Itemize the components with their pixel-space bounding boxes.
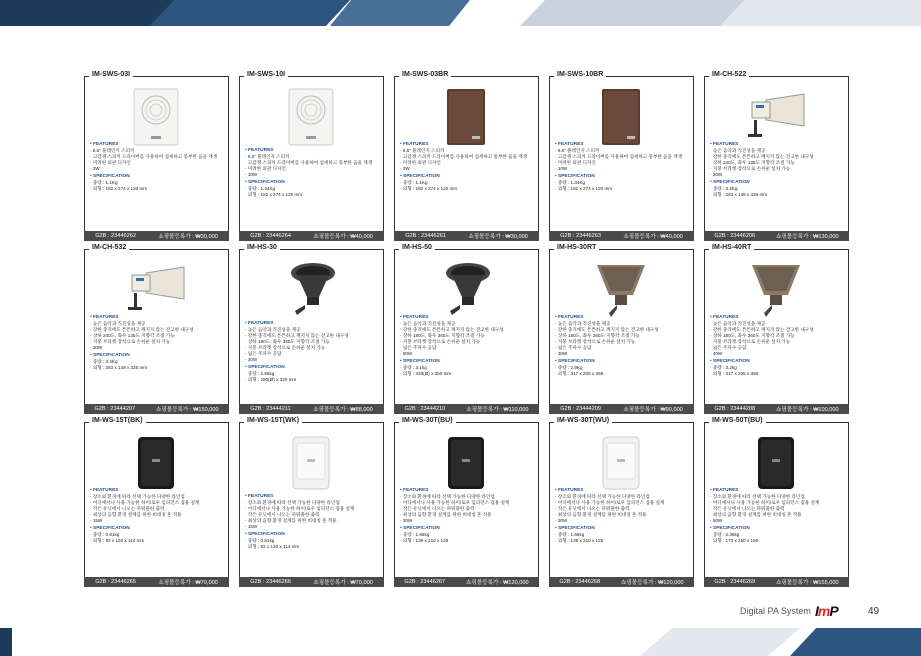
spec-item: · 외형 : 182 x 274 x 120 mm	[400, 186, 527, 192]
feature-item: · 고감쟁 스피커 드라이버를 사용하여 섬세하고 풍부한 음을 재생	[245, 160, 372, 166]
feature-item: · 넓은 주파수 응답	[555, 345, 659, 351]
features-section	[555, 488, 664, 544]
feature-item: · 상하 180도, 좌우 360도 지향각 조절 가능	[555, 333, 659, 339]
feature-item: · 30W	[555, 351, 659, 357]
feature-item: · 50W	[400, 351, 504, 357]
horn-speaker-dark-icon	[435, 261, 497, 319]
price: 쇼핑몰등록가 : ₩120,000	[620, 580, 684, 586]
feature-item: · 3W	[400, 166, 527, 172]
feature-item: · 작은 유닛에서 나오는 파워풀한 출력	[245, 512, 354, 518]
spec-heading: • SPECIFICATION	[400, 174, 527, 180]
spec-item: · 외형 : 317 x 205 x 365	[710, 371, 814, 377]
features-section	[90, 488, 199, 544]
product-name: IM-HS-30	[244, 244, 280, 251]
product-grid	[84, 71, 846, 596]
price-bar	[549, 577, 694, 587]
feature-item: · 지붕 브라켓 장착으로 손쉬운 설치 가능	[90, 339, 194, 345]
feature-item: · 작은 유닛에서 나오는 파워풀한 출력	[710, 506, 819, 512]
product-card	[394, 417, 539, 587]
spec-item: · 중량 : 2.85kg	[245, 371, 349, 377]
price-bar	[239, 404, 384, 414]
g2b-code: G2B : 23446262	[95, 233, 136, 239]
feature-item: · 지붕 브라켓 장착으로 손쉬운 설치 가능	[400, 339, 504, 345]
product-name: IM-WS-15T(WK)	[244, 417, 302, 424]
feature-item: · 높은 음악과 직진성을 제공	[710, 321, 814, 327]
wall-speaker-brown-icon	[590, 88, 652, 146]
g2b-code: G2B : 23446268	[559, 579, 601, 585]
feature-item: · 어디에서나 사용 가능한 하이/로우 임피던스 겸용 설계	[555, 500, 664, 506]
wall-speaker-brown-icon	[435, 88, 497, 146]
features-section	[400, 315, 504, 377]
spec-item: · 외형 : 263 x 149 x 326 mm	[90, 365, 194, 371]
g2b-code: G2B : 23446206	[714, 233, 756, 239]
feature-item: · 높은 음악과 직진성을 제공	[555, 321, 659, 327]
product-name: IM-CH-522	[709, 71, 749, 78]
feature-item: · 30W	[90, 345, 194, 351]
features-heading: • FEATURES	[400, 315, 504, 321]
spec-heading: • SPECIFICATION	[710, 526, 819, 532]
price: 쇼핑몰등록가 : ₩120,000	[465, 580, 529, 586]
product-card	[239, 244, 384, 414]
feature-item: · 6.5" 풀레인지 스피커	[245, 154, 372, 160]
price-bar	[549, 404, 694, 414]
spec-item: · 중량 : 3.2Kg	[710, 186, 814, 192]
product-name: IM-SWS-10I	[244, 71, 288, 78]
product-name: IM-SWS-10BR	[554, 71, 606, 78]
spec-item: · 중량 : 1.1Kg	[90, 180, 217, 186]
box-speaker-white-icon	[280, 434, 342, 492]
spec-heading: • SPECIFICATION	[400, 359, 504, 365]
g2b-code: G2B : 23446261	[405, 233, 446, 239]
feature-item: · 지붕 브라켓 장착으로 손쉬운 설치 가능	[710, 339, 814, 345]
feature-item: · 15W	[245, 524, 354, 530]
features-heading: • FEATURES	[245, 494, 354, 500]
features-heading: • FEATURES	[400, 142, 527, 148]
feature-item: · 고감쟁 스피커 드라이버를 사용하여 섬세하고 풍부한 음을 재생	[400, 154, 527, 160]
spec-heading: • SPECIFICATION	[90, 174, 217, 180]
spec-item: · 외형 : 139 x 210 x 129	[555, 538, 664, 544]
price-bar	[704, 231, 849, 241]
feature-item: · 고감쟁 스피커 드라이버를 사용하여 섬세하고 풍부한 음을 재생	[90, 154, 217, 160]
price: 쇼핑몰등록가 : ₩100,000	[775, 407, 839, 413]
feature-item: · 상하 240도, 좌우 135도 지향각 조절 가능	[710, 160, 814, 166]
product-card	[704, 417, 849, 587]
spec-item: · 외형 : 139 x 210 x 129	[400, 538, 509, 544]
spec-item: · 중량 : 1.34Kg	[245, 186, 372, 192]
feature-item: · 강한 충격에도 튼튼하고 깨지지 않는 견고한 내구성	[90, 327, 194, 333]
price-bar	[394, 404, 539, 414]
feature-item: · 높은 음악과 직진성을 제공	[245, 327, 349, 333]
feature-item: · 미려한 외관 디자인	[400, 160, 527, 166]
features-section	[90, 142, 217, 192]
feature-item: · 높은 음악과 직진성을 제공	[400, 321, 504, 327]
ceiling-speaker-white-icon	[125, 88, 187, 146]
price: 쇼핑몰등록가 : ₩110,000	[466, 407, 529, 413]
box-speaker-black-icon	[125, 434, 187, 492]
feature-item: · 지붕 브라켓 장착으로 손쉬운 설치 가능	[710, 166, 814, 172]
feature-item: · 40W	[710, 351, 814, 357]
spec-item: · 중량 : 1.68kg	[400, 532, 509, 538]
feature-item: · 상하 180도, 좌우 360도 지향각 조절 가능	[245, 339, 349, 345]
price: 쇼핑몰등록가 : ₩40,000	[313, 234, 373, 240]
price: 쇼핑몰등록가 : ₩88,000	[313, 407, 373, 413]
feature-item: · 장소와 환경에 따라 선택 가능한 다양한 라인업	[400, 494, 509, 500]
g2b-code: G2B : 23446269	[714, 579, 756, 585]
top-decor-bar	[0, 0, 921, 26]
spec-item: · 외형 : 317 x 205 x 365	[555, 371, 659, 377]
spec-item: · 중량 : 3.1kg	[400, 365, 504, 371]
product-name: IM-WS-30T(BU)	[399, 417, 456, 424]
product-card	[84, 417, 229, 587]
spec-item: · 외형 : 320(Ø) x 350 mm	[400, 371, 504, 377]
features-section	[710, 488, 819, 544]
price: 쇼핑몰등록가 : ₩30,000	[468, 234, 528, 240]
product-card	[239, 417, 384, 587]
feature-item: · 높은 음악과 직진성을 제공	[710, 148, 814, 154]
product-name: IM-CH-532	[89, 244, 129, 251]
product-name: IM-WS-15T(BK)	[89, 417, 146, 424]
price-bar	[84, 231, 229, 241]
product-card	[84, 244, 229, 414]
bottom-decor-bar	[0, 628, 921, 656]
price-bar	[549, 231, 694, 241]
feature-item: · 6.5" 풀레인지 스피커	[400, 148, 527, 154]
price: 쇼핑몰등록가 : ₩40,000	[623, 234, 683, 240]
price-bar	[84, 404, 229, 414]
spec-heading: • SPECIFICATION	[400, 526, 509, 532]
feature-item: · 10W	[245, 172, 372, 178]
price-bar	[239, 577, 384, 587]
product-card	[239, 71, 384, 241]
spec-item: · 중량 : 2.9Kg	[555, 365, 659, 371]
spec-item: · 중량 : 1.68kg	[555, 532, 664, 538]
feature-item: · 15W	[90, 518, 199, 524]
spec-heading: • SPECIFICATION	[555, 174, 682, 180]
price-bar	[704, 404, 849, 414]
feature-item: · 작은 유닛에서 나오는 파워풀한 출력	[555, 506, 664, 512]
feature-item: · 장소와 환경에 따라 선택 가능한 다양한 라인업	[555, 494, 664, 500]
product-card	[549, 244, 694, 414]
box-speaker-white-icon	[590, 434, 652, 492]
feature-item: · 작은 유닛에서 나오는 파워풀한 출력	[90, 506, 199, 512]
spec-item: · 외형 : 182 x 274 x 120 mm	[555, 186, 682, 192]
product-card	[549, 71, 694, 241]
product-card	[704, 244, 849, 414]
features-heading: • FEATURES	[245, 148, 372, 154]
spec-item: · 외형 : 263 x 149 x 326 mm	[710, 192, 814, 198]
g2b-code: G2B : 23444208	[714, 406, 756, 412]
feature-item: · 최상의 음향 환경 설계를 위한 비대칭 혼 적용	[710, 512, 819, 518]
feature-item: · 어디에서나 사용 가능한 하이/로우 임피던스 겸용 설계	[400, 500, 509, 506]
spec-item: · 외형 : 92 x 120 x 114 mm	[245, 544, 354, 550]
feature-item: · 최상의 음향 환경 설계를 위한 비대칭 혼 적용	[555, 512, 664, 518]
spec-item: · 외형 : 280(Ø) x 320 mm	[245, 377, 349, 383]
product-card	[84, 71, 229, 241]
features-heading: • FEATURES	[90, 315, 194, 321]
g2b-code: G2B : 23446265	[95, 579, 136, 585]
product-card	[394, 71, 539, 241]
features-heading: • FEATURES	[710, 315, 814, 321]
features-heading: • FEATURES	[90, 142, 217, 148]
product-name: IM-HS-40RT	[709, 244, 754, 251]
product-name: IM-WS-30T(WU)	[554, 417, 612, 424]
feature-item: · 장소와 환경에 따라 선택 가능한 다양한 라인업	[90, 494, 199, 500]
product-name: IM-SWS-03I	[89, 71, 133, 78]
product-name: IM-SWS-03BR	[399, 71, 451, 78]
feature-item: · 3W	[90, 166, 217, 172]
g2b-code: G2B : 23446264	[250, 233, 291, 239]
page-number: 49	[868, 606, 880, 617]
spec-item: · 외형 : 173 x 250 x 150	[710, 538, 819, 544]
features-section	[555, 315, 659, 377]
feature-item: · 미려한 외관 디자인	[555, 160, 682, 166]
horn-rect-speaker-icon	[745, 88, 807, 146]
price-bar	[84, 577, 229, 587]
price-bar	[704, 577, 849, 587]
feature-item: · 30W	[555, 518, 664, 524]
feature-item: · 상하 180도, 좌우 360도 지향각 조절 가능	[710, 333, 814, 339]
feature-item: · 미려한 외관 디자인	[90, 160, 217, 166]
price: 쇼핑몰등록가 : ₩90,000	[623, 407, 683, 413]
feature-item: · 장소와 환경에 따라 선택 가능한 다양한 라인업	[245, 500, 354, 506]
feature-item: · 상하 240도, 좌우 135도 지향각 조절 가능	[90, 333, 194, 339]
feature-item: · 지붕 브라켓 장착으로 손쉬운 설치 가능	[245, 345, 349, 351]
price: 쇼핑몰등록가 : ₩70,000	[158, 580, 218, 586]
feature-item: · 지붕 브라켓 장착으로 손쉬운 설치 가능	[555, 339, 659, 345]
features-heading: • FEATURES	[400, 488, 509, 494]
spec-heading: • SPECIFICATION	[555, 359, 659, 365]
spec-heading: • SPECIFICATION	[90, 526, 199, 532]
features-section	[400, 488, 509, 544]
g2b-code: G2B : 23446263	[560, 233, 601, 239]
horn-rect-speaker-icon	[125, 261, 187, 319]
g2b-code: G2B : 23446267	[404, 579, 446, 585]
features-heading: • FEATURES	[555, 142, 682, 148]
price-bar	[394, 231, 539, 241]
g2b-code: G2B : 23444209	[560, 406, 601, 412]
feature-item: · 30W	[400, 518, 509, 524]
price: 쇼핑몰등록가 : ₩150,000	[155, 407, 219, 413]
feature-item: · 50W	[710, 518, 819, 524]
spec-item: · 외형 : 92 x 120 x 114 mm	[90, 538, 199, 544]
product-card	[549, 417, 694, 587]
spec-heading: • SPECIFICATION	[710, 359, 814, 365]
spec-heading: • SPECIFICATION	[245, 532, 354, 538]
feature-item: · 강한 충격에도 튼튼하고 깨지지 않는 견고한 내구성	[710, 154, 814, 160]
features-section	[555, 142, 682, 192]
footer-brand: Digital PA System	[740, 606, 811, 616]
feature-item: · 강한 충격에도 튼튼하고 깨지지 않는 견고한 내구성	[400, 327, 504, 333]
price: 쇼핑몰등록가 : ₩30,000	[158, 234, 218, 240]
spec-item: · 중량 : 3.2kg	[710, 365, 814, 371]
feature-item: · 작은 유닛에서 나오는 파워풀한 출력	[400, 506, 509, 512]
product-card	[704, 71, 849, 241]
spec-item: · 중량 : 0.81kg	[245, 538, 354, 544]
spec-item: · 외형 : 182 x 274 x 120 mm	[245, 192, 372, 198]
g2b-code: G2B : 23446266	[250, 579, 291, 585]
feature-item: · 넓은 주파수 응답	[245, 351, 349, 357]
product-name: IM-HS-30RT	[554, 244, 599, 251]
spec-item: · 중량 : 2.36kg	[710, 532, 819, 538]
product-name: IM-WS-50T(BU)	[709, 417, 766, 424]
feature-item: · 강한 충격에도 튼튼하고 깨지지 않는 견고한 내구성	[245, 333, 349, 339]
spec-heading: • SPECIFICATION	[245, 365, 349, 371]
feature-item: · 높은 음악과 직진성을 제공	[90, 321, 194, 327]
features-section	[245, 148, 372, 198]
price: 쇼핑몰등록가 : ₩70,000	[313, 580, 373, 586]
features-section	[245, 321, 349, 383]
horn-speaker-dark-icon	[280, 261, 342, 319]
g2b-code: G2B : 23444211	[250, 406, 291, 412]
horn-rect-brown-icon	[590, 261, 652, 319]
features-heading: • FEATURES	[555, 315, 659, 321]
features-heading: • FEATURES	[710, 142, 814, 148]
feature-item: · 최상의 음향 환경 설계를 위한 비대칭 혼 적용	[90, 512, 199, 518]
spec-item: · 중량 : 1.1Kg	[400, 180, 527, 186]
feature-item: · 넓은 주파수 응답	[400, 345, 504, 351]
price: 쇼핑몰등록가 : ₩155,000	[775, 580, 839, 586]
feature-item: · 넓은 주파수 응답	[710, 345, 814, 351]
spec-heading: • SPECIFICATION	[90, 353, 194, 359]
features-section	[90, 315, 194, 371]
spec-item: · 외형 : 182 x 274 x 120 mm	[90, 186, 217, 192]
feature-item: · 30W	[245, 357, 349, 363]
g2b-code: G2B : 23444210	[404, 406, 446, 412]
features-section	[245, 494, 354, 550]
feature-item: · 최상의 음향 환경 설계를 위한 비대칭 혼 적용	[400, 512, 509, 518]
features-heading: • FEATURES	[555, 488, 664, 494]
feature-item: · 어디에서나 사용 가능한 하이/로우 임피던스 겸용 설계	[245, 506, 354, 512]
feature-item: · 상하 180도, 좌우 360도 지향각 조절 가능	[400, 333, 504, 339]
box-speaker-black-icon	[435, 434, 497, 492]
features-section	[710, 142, 814, 198]
horn-rect-brown-icon	[745, 261, 807, 319]
feature-item: · 미려한 외관 디자인	[245, 166, 372, 172]
features-heading: • FEATURES	[710, 488, 819, 494]
feature-item: · 고감쟁 스피커 드라이버를 사용하여 섬세하고 풍부한 음을 재생	[555, 154, 682, 160]
feature-item: · 장소와 환경에 따라 선택 가능한 다양한 라인업	[710, 494, 819, 500]
imp-logo: ImP	[815, 603, 838, 619]
box-speaker-black-icon	[745, 434, 807, 492]
feature-item: · 6.5" 풀레인지 스피커	[555, 148, 682, 154]
ceiling-speaker-white-icon	[280, 88, 342, 146]
spec-item: · 중량 : 1.34Kg	[555, 180, 682, 186]
feature-item: · 6.5" 풀레인지 스피커	[90, 148, 217, 154]
feature-item: · 20W	[710, 172, 814, 178]
features-heading: • FEATURES	[90, 488, 199, 494]
feature-item: · 강한 충격에도 튼튼하고 깨지지 않는 견고한 내구성	[710, 327, 814, 333]
product-name: IM-HS-50	[399, 244, 435, 251]
spec-item: · 중량 : 3.2Kg	[90, 359, 194, 365]
g2b-code: G2B : 23444207	[94, 406, 136, 412]
spec-heading: • SPECIFICATION	[555, 526, 664, 532]
features-heading: • FEATURES	[245, 321, 349, 327]
spec-item: · 중량 : 0.81kg	[90, 532, 199, 538]
features-section	[710, 315, 814, 377]
feature-item: · 어디에서나 사용 가능한 하이/로우 임피던스 겸용 설계	[90, 500, 199, 506]
feature-item: · 어디에서나 사용 가능한 하이/로우 임피던스 겸용 설계	[710, 500, 819, 506]
spec-heading: • SPECIFICATION	[245, 180, 372, 186]
price-bar	[394, 577, 539, 587]
price-bar	[239, 231, 384, 241]
features-section	[400, 142, 527, 192]
feature-item: · 강한 충격에도 튼튼하고 깨지지 않는 견고한 내구성	[555, 327, 659, 333]
spec-heading: • SPECIFICATION	[710, 180, 814, 186]
product-card	[394, 244, 539, 414]
price: 쇼핑몰등록가 : ₩130,000	[775, 234, 839, 240]
feature-item: · 최상의 음향 환경 설계를 위한 비대칭 혼 적용	[245, 518, 354, 524]
feature-item: · 10W	[555, 166, 682, 172]
